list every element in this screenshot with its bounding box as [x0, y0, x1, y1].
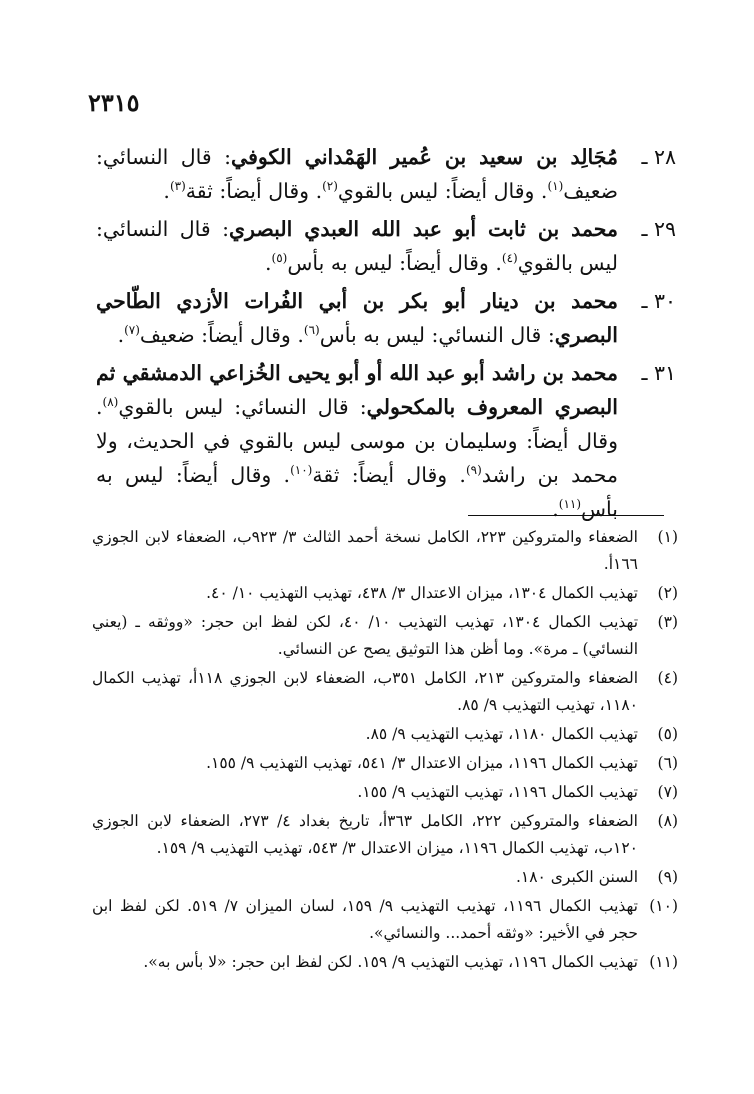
- footnote-2: [92, 580, 678, 607]
- footnote-text: الضعفاء والمتروكين ٢١٣، الكامل ٣٥١ب، الضعفاء لابن الجوزي ١١٨أ، تهذيب الكمال ١١٨٠، تهذيب التهذيب ٩/ ٨٥.: [92, 669, 638, 714]
- entry-text: .: [552, 497, 559, 521]
- footnote-ref: (٦): [303, 323, 320, 338]
- footnote-text: تهذيب الكمال ١١٨٠، تهذيب التهذيب ٩/ ٨٥.: [365, 725, 638, 743]
- entry-28: [96, 140, 676, 208]
- entry-text: . وقال أيضاً: ليس به بأس: [287, 251, 502, 275]
- footnote-text: الضعفاء والمتروكين ٢٢٢، الكامل ٣٦٣أ، تاريخ بغداد ٤/ ٢٧٣، الضعفاء لابن الجوزي ١٢٠ب، تهذيب الكمال ١١٩٦، ميزان الاعتدال ٣/ ٥٤٣، تهذيب التهذيب ٩/ ١٥٩.: [92, 812, 638, 857]
- narrator-name: محمد بن راشد أبو عبد الله أو أبو يحيى الخُزاعي الدمشقي ثم البصري المعروف بالمكحولي: [96, 361, 618, 419]
- entry-number: ٣٠ ـ: [641, 289, 676, 313]
- footnote-number: (٩): [657, 868, 678, 886]
- entry-text: .: [117, 323, 125, 347]
- footnote-text: السنن الكبرى ١٨٠.: [515, 868, 638, 886]
- footnote-8: [92, 808, 678, 862]
- entry-text: .: [163, 179, 170, 203]
- footnote-text: تهذيب الكمال ١١٩٦، تهذيب التهذيب ٩/ ١٥٥.: [357, 783, 638, 801]
- footnote-ref: (١): [547, 179, 564, 194]
- footnote-ref: (٩): [465, 463, 482, 478]
- footnote-ref: (٥): [271, 251, 288, 266]
- footnote-ref: (٣): [169, 179, 186, 194]
- footnote-ref: (٢): [322, 179, 338, 194]
- footnote-ref: (٤): [501, 251, 518, 266]
- entry-text: . وقال أيضاً: ليس به بأس: [96, 463, 618, 521]
- footnote-11: [92, 949, 678, 976]
- entry-text: . وقال أيضاً: وسليمان بن موسى ليس بالقوي في الحديث، ولا محمد بن راشد: [96, 395, 618, 487]
- footnote-separator: [468, 515, 664, 516]
- footnote-text: تهذيب الكمال ١٣٠٤، تهذيب التهذيب ١٠/ ٤٠، لكن لفظ ابن حجر: «ووثقه ـ (يعني النسائي) ـ مرة». وما أظن هذا التوثيق يصح عن النسائي.: [92, 613, 639, 658]
- entry-31: [96, 356, 676, 526]
- footnote-6: [92, 750, 678, 777]
- footnote-text: تهذيب الكمال ١٣٠٤، ميزان الاعتدال ٣/ ٤٣٨، تهذيب التهذيب ١٠/ ٤٠.: [206, 584, 638, 602]
- entry-text: : قال النسائي: ليس بالقوي: [118, 395, 367, 419]
- entry-29: [96, 212, 676, 280]
- footnote-text: الضعفاء والمتروكين ٢٢٣، الكامل نسخة أحمد الثالث ٣/ ٩٢٣ب، الضعفاء لابن الجوزي ١٦٦أ.: [92, 528, 638, 573]
- footnote-ref: (٨): [102, 395, 119, 410]
- footnote-number: (٢): [657, 584, 678, 602]
- narrator-name: مُجَالِد بن سعيد بن عُمير الهَمْداني الكوفي: [231, 145, 618, 169]
- narrator-name: محمد بن دينار أبو بكر بن أبي الفُرات الأزدي الطّاحي البصري: [96, 289, 618, 347]
- footnote-number: (١): [657, 528, 678, 546]
- footnote-ref: (٧): [124, 323, 140, 338]
- entry-number: ٣١ ـ: [641, 361, 676, 385]
- entry-text: : قال النسائي: ليس بالقوي: [96, 217, 618, 275]
- footnote-5: [92, 721, 678, 748]
- entry-30: [96, 284, 676, 352]
- narrator-name: محمد بن ثابت أبو عبد الله العبدي البصري: [229, 217, 618, 241]
- entry-text: . وقال أيضاً: ثقة: [185, 179, 323, 203]
- footnote-ref: (١١): [558, 497, 582, 512]
- footnote-number: (١١): [649, 953, 678, 971]
- footnote-4: [92, 665, 678, 719]
- footnotes: [92, 524, 678, 978]
- footnote-10: [92, 893, 678, 947]
- page-number: ٢٣١٥: [88, 88, 140, 117]
- footnote-ref: (١٠): [290, 463, 313, 478]
- footnote-3: [92, 609, 678, 663]
- entry-number: ٢٨ ـ: [641, 145, 676, 169]
- entry-text: .: [265, 251, 272, 275]
- footnote-1: [92, 524, 678, 578]
- footnote-text: تهذيب الكمال ١١٩٦، تهذيب التهذيب ٩/ ١٥٩. لكن لفظ ابن حجر: «لا بأس به».: [143, 953, 638, 971]
- footnote-text: تهذيب الكمال ١١٩٦، تهذيب التهذيب ٩/ ١٥٩، لسان الميزان ٧/ ٥١٩. لكن لفظ ابن حجر في الأخير: «وثقه أحمد... والنسائي».: [92, 897, 638, 942]
- footnote-number: (٥): [657, 725, 678, 743]
- entry-number: ٢٩ ـ: [641, 217, 676, 241]
- footnote-9: [92, 864, 678, 891]
- entry-text: . وقال أيضاً: ضعيف: [139, 323, 304, 347]
- entry-text: : قال النسائي: ضعيف: [96, 145, 618, 203]
- footnote-number: (١٠): [649, 897, 678, 915]
- footnote-number: (٦): [657, 754, 678, 772]
- footnote-number: (٧): [657, 783, 678, 801]
- footnote-number: (٣): [657, 613, 678, 631]
- footnote-text: تهذيب الكمال ١١٩٦، ميزان الاعتدال ٣/ ٥٤١، تهذيب التهذيب ٩/ ١٥٥.: [206, 754, 638, 772]
- main-text: [96, 140, 676, 530]
- footnote-number: (٤): [657, 669, 678, 687]
- footnote-7: [92, 779, 678, 806]
- footnote-number: (٨): [657, 812, 678, 830]
- entry-text: . وقال أيضاً: ليس بالقوي: [337, 179, 548, 203]
- entry-text: . وقال أيضاً: ثقة: [312, 463, 466, 487]
- entry-text: : قال النسائي: ليس به بأس: [319, 323, 555, 347]
